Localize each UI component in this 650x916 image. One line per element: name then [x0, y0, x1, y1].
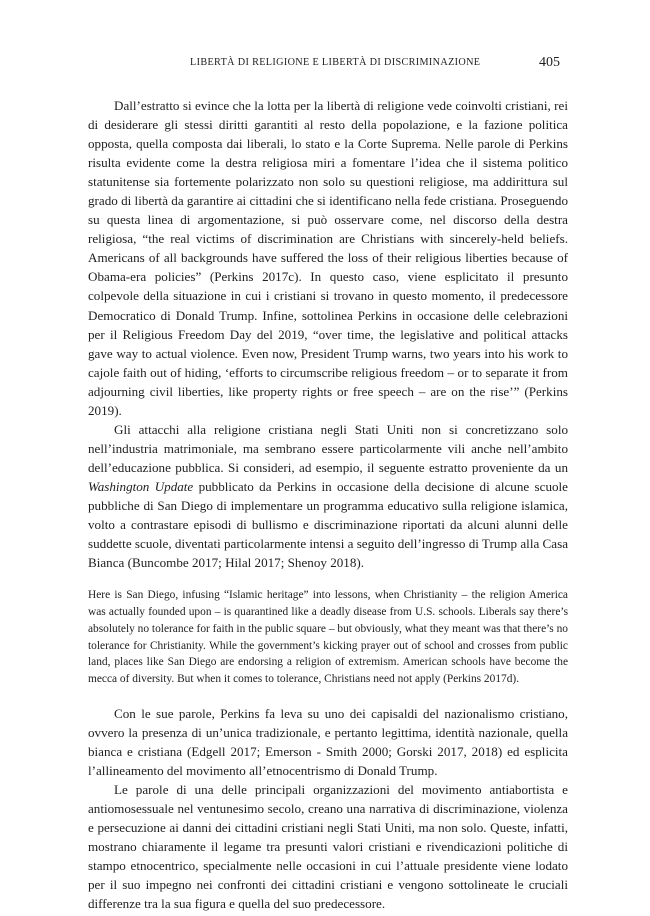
paragraph-2-text-b: pubblicato da Perkins in occasione della decisione di alcune scuole pubbliche di San Diego di implementare un programma educativo sulla religione islamica, volto a contrastare episodi di bullismo e discriminazione riportati da alcuni alunni delle suddette scuole, diventati particolarmente intensi a seguito dell’ingresso di Trump alla Casa Bianca (Buncombe 2017; Hilal 2017; Shenoy 2018). — [88, 478, 568, 571]
paragraph-1: Dall’estratto si evince che la lotta per la libertà di religione vede coinvolti cristiani, rei di desiderare gli stessi diritti garantiti al resto della popolazione, e la fazione politica opposta, quella composta dai liberali, lo stato e la Corte Suprema. Nelle parole di Perkins risulta evidente come la destra religiosa miri a fomentare l’idea che il sistema politico statunitense sia fortemente polarizzato non solo su questioni religiose, ma addirittura sul grado di libertà da garantire ai cittadini che si identificano nella fede cristiana. Proseguendo su questa linea di argomentazione, si può osservare come, nel discorso della destra religiosa, “the real victims of discrimination are Christians with sincerely-held beliefs. Americans of all backgrounds have suffered the loss of their religious liberties because of Obama-era policies” (Perkins 2017c). In questo caso, viene esplicitato il presunto colpevole della situazione in cui i cristiani si trovano in questo momento, il predecessore Democratico di Donald Trump. Infine, sottolinea Perkins in occasione delle celebrazioni per il Religious Freedom Day del 2019, “over time, the legislative and political attacks gave way to actual violence. Even now, President Trump warns, two years into his work to cajole faith out of hiding, ‘efforts to circumscribe religious freedom – or to separate it from adjourning civil liberties, like property rights or free speech – are on the rise’” (Perkins 2019). — [88, 98, 568, 418]
paragraph-2-text-a: Gli attacchi alla religione cristiana negli Stati Uniti non si concretizzano solo nell’industria matrimoniale, ma sembrano essere particolarmente vili anche nell’ambito dell’educazione pubblica. Si consideri, ad esempio, il seguente estratto proveniente da un — [88, 421, 568, 475]
paragraph-3: Con le sue parole, Perkins fa leva su uno dei capisaldi del nazionalismo cristiano, ovvero la presenza di un’unica tradizionale, e pertanto legittima, identità nazionale, quella bianca e cristiana (Edgell 2017; Emerson - Smith 2000; Gorski 2017, 2018) ed esplicita l’allineamento del movimento all’etnocentrismo di Donald Trump. — [88, 705, 568, 779]
body-text — [88, 96, 568, 913]
paragraph-2 — [88, 420, 568, 572]
page-number: 405 — [539, 55, 560, 70]
running-title: LIBERTÀ DI RELIGIONE E LIBERTÀ DI DISCRIMINAZIONE — [190, 57, 481, 68]
paragraph-4: Le parole di una delle principali organizzazioni del movimento antiabortista e antiomosessuale nel ventunesimo secolo, creano una narrativa di discriminazione, violenza e persecuzione ai danni dei cittadini cristiani negli Stati Uniti, ma non solo. Queste, infatti, mostrano chiaramente il legame tra presunti valori cristiani e rivendicazioni politiche di stampo etnocentrico, specialmente nelle occasioni in cui l’attuale presidente viene lodato per il suo impegno nei confronti dei cittadini cristiani e vengono sottolineate le cruciali differenze tra la sua figura e quella del suo predecessore. — [88, 782, 568, 912]
publication-title: Washington Update — [88, 478, 194, 494]
block-quote: Here is San Diego, infusing “Islamic heritage” into lessons, when Christianity – the religion America was actually founded upon – is quarantined like a deadly disease from U.S. schools. Liberals say there’s absolutely no tolerance for faith in the public square – but obviously, what they meant was that there’s no tolerance for Christianity. While the government’s kicking prayer out of school and crosses from public land, places like San Diego are endorsing a religion of extremism. American schools have become the mecca of diversity. But when it comes to tolerance, Christians need not apply (Perkins 2017d). — [88, 589, 568, 686]
